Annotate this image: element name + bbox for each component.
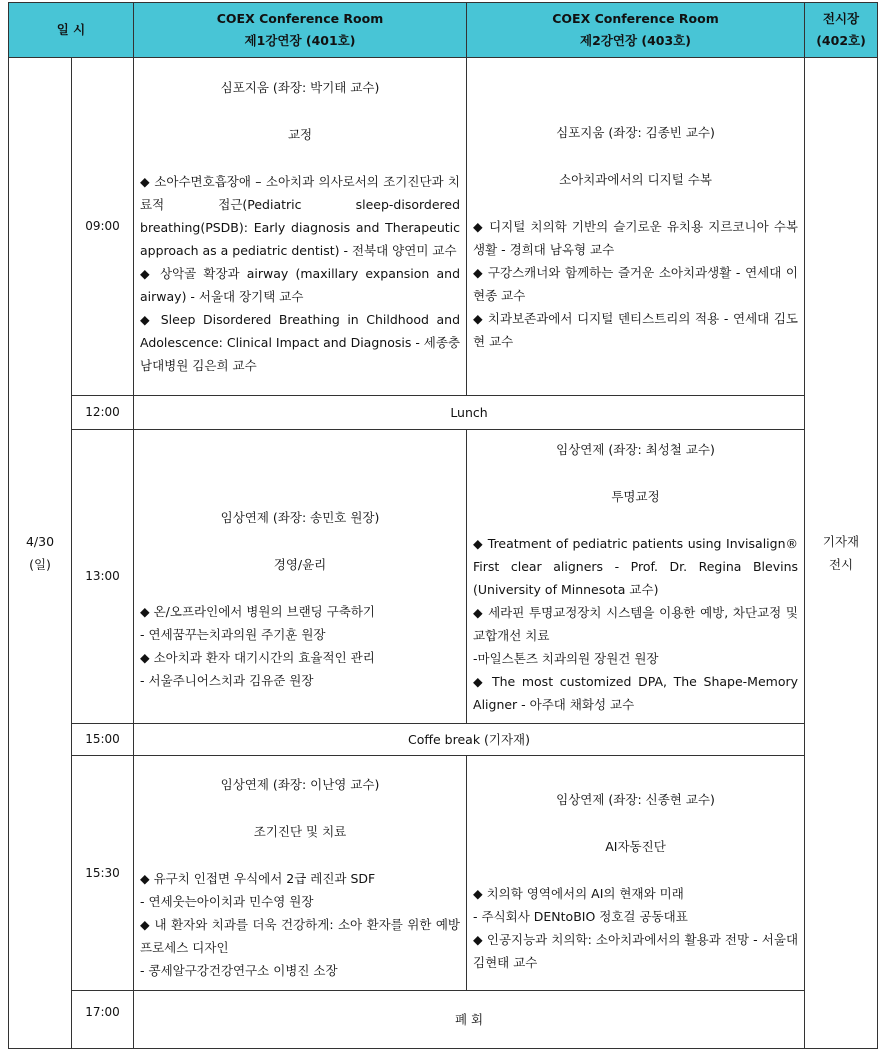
session-topic: AI자동진단: [605, 839, 666, 854]
row-1500: [9, 724, 878, 756]
session-item: - 연세웃는아이치과 민수영 원장: [140, 893, 314, 909]
session-topic: 경영/윤리: [273, 556, 327, 572]
session-head: 심포지움 (좌장: 김종빈 교수): [556, 124, 715, 140]
session-item: - 서울주니어스치과 김유준 원장: [140, 672, 314, 688]
session-item: ◆ 디지털 치의학 기반의 슬기로운 유치용 지르코니아 수복 생활 - 경희대 남옥형 교수: [473, 218, 799, 257]
header-row: [9, 3, 878, 58]
row-1530: [9, 756, 878, 991]
time-cell: 17:00: [72, 991, 134, 1049]
session-item: - 주식회사 DENtoBIO 정호걸 공동대표: [473, 909, 688, 924]
session-item: ◆ 유구치 인접면 우식에서 2급 레진과 SDF: [140, 870, 376, 886]
time-cell: 13:00: [72, 430, 134, 724]
session-item: - 콩세알구강건강연구소 이병진 소장: [140, 962, 338, 978]
lunch-cell: Lunch: [134, 396, 805, 430]
session-item: ◆ 온/오프라인에서 병원의 브랜딩 구축하기: [140, 603, 376, 619]
row-1700: [9, 991, 878, 1049]
session-item: ◆ 소아수면호흡장애 – 소아치과 의사로서의 조기진단과 치료적 접근(Pediatric sleep-disordered breathing(PSDB): Early diagnosis and Therapeutic approach as a pediatric dentist) - 전북대 양연미 교수: [140, 174, 461, 258]
exhibit-cell: 기자재 전시: [805, 58, 878, 1049]
date-cell: 4/30 (일): [9, 58, 72, 1049]
session-head: 임상연제 (좌장: 신종현 교수): [556, 792, 715, 807]
session-item: ◆ 소아치과 환자 대기시간의 효율적인 관리: [140, 649, 375, 665]
session-topic: 조기진단 및 치료: [253, 823, 347, 839]
row-0900: [9, 58, 878, 396]
session-item: ◆ 치과보존과에서 디지털 덴티스트리의 적용 - 연세대 김도현 교수: [473, 310, 799, 349]
session-item: ◆ 치의학 영역에서의 AI의 현재와 미래: [473, 886, 684, 901]
row-1300: [9, 430, 878, 724]
session-head: 임상연제 (좌장: 최성철 교수): [556, 441, 715, 457]
session-item: ◆ 내 환자와 치과를 더욱 건강하게: 소아 환자를 위한 예방프로세스 디자인: [140, 916, 461, 955]
session-item: ◆ 세라핀 투명교정장치 시스템을 이용한 예방, 차단교정 및 교합개선 치료: [473, 604, 799, 643]
break-cell: Coffe break (기자재): [134, 724, 805, 756]
room2-session: [467, 58, 805, 396]
session-item: ◆ 상악골 확장과 airway (maxillary expansion and airway) - 서울대 장기택 교수: [140, 266, 461, 304]
session-item: ◆ Sleep Disordered Breathing in Childhood and Adolescence: Clinical Impact and Diagnosis - 세종충남대병원 김은희 교수: [140, 312, 461, 373]
room2-session: [467, 430, 805, 724]
session-topic: 교정: [287, 127, 313, 142]
room1-session: [134, 430, 467, 724]
schedule-table: [8, 2, 878, 1049]
row-1200: [9, 396, 878, 430]
room1-session: [134, 58, 467, 396]
session-item: - 연세꿈꾸는치과의원 주기훈 원장: [140, 626, 326, 642]
time-cell: 09:00: [72, 58, 134, 396]
time-cell: 12:00: [72, 396, 134, 430]
session-item: -마일스톤즈 치과의원 장원건 원장: [473, 650, 659, 666]
header-date: 일 시: [9, 3, 134, 58]
session-topic: 투명교정: [611, 488, 660, 504]
session-item: ◆ Treatment of pediatric patients using Invisalign® First clear aligners - Prof. Dr. Regina Blevins (University of Minnesota 교수): [473, 535, 799, 597]
session-item: ◆ 인공지능과 치의학: 소아치과에서의 활용과 전망 - 서울대 김현태 교수: [473, 932, 799, 970]
room1-session: [134, 756, 467, 991]
header-room2: COEX Conference Room 제2강연장 (403호): [467, 3, 805, 58]
session-head: 임상연제 (좌장: 송민호 원장): [220, 509, 380, 525]
session-head: 임상연제 (좌장: 이난영 교수): [220, 776, 380, 792]
closing-cell: 폐 회: [134, 991, 805, 1049]
session-topic: 소아치과에서의 디지털 수복: [559, 171, 712, 187]
header-room1: COEX Conference Room 제1강연장 (401호): [134, 3, 467, 58]
session-item: ◆ The most customized DPA, The Shape-Memory Aligner - 아주대 채화성 교수: [473, 673, 799, 712]
header-exhibit: 전시장 (402호): [805, 3, 878, 58]
time-cell: 15:30: [72, 756, 134, 991]
room2-session: [467, 756, 805, 991]
session-head: 심포지움 (좌장: 박기태 교수): [220, 80, 380, 95]
session-item: ◆ 구강스캐너와 함께하는 즐거운 소아치과생활 - 연세대 이현종 교수: [473, 264, 799, 303]
time-cell: 15:00: [72, 724, 134, 756]
